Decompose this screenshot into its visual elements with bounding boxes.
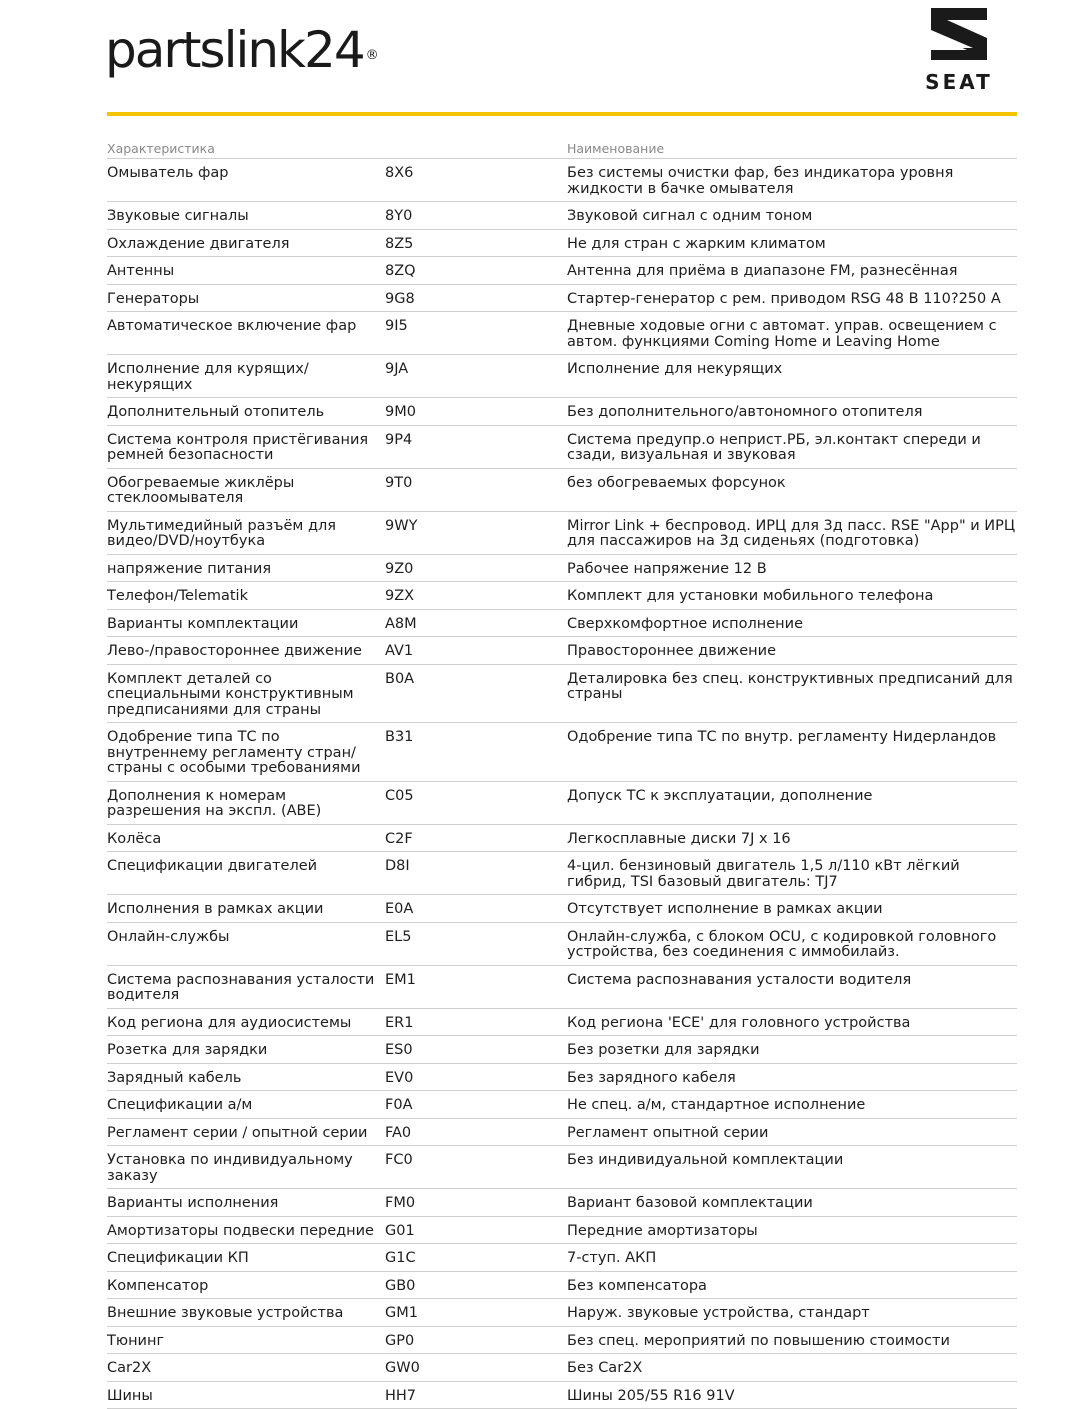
table-row (107, 895, 1017, 923)
table-row (107, 1327, 1017, 1355)
row-characteristic: Лево-/правостороннее движение (107, 644, 385, 660)
row-characteristic: Компенсатор (107, 1279, 385, 1295)
row-description: Без системы очистки фар, без индикатора уровня жидкости в бачке омывателя (567, 166, 1017, 197)
row-code: E0A (385, 902, 567, 918)
row-characteristic: Антенны (107, 264, 385, 280)
row-code: C05 (385, 789, 567, 820)
row-characteristic: Car2X (107, 1361, 385, 1377)
row-description: Система предупр.о неприст.РБ, эл.контакт спереди и сзади, визуальная и звуковая (567, 433, 1017, 464)
row-description: Система распознавания усталости водителя (567, 973, 1017, 1004)
row-characteristic: Дополнительный отопитель (107, 405, 385, 421)
row-description: Отсутствует исполнение в рамках акции (567, 902, 1017, 918)
row-code: 9Z0 (385, 562, 567, 578)
row-description: Сверхкомфортное исполнение (567, 617, 1017, 633)
table-row (107, 202, 1017, 230)
table-row (107, 312, 1017, 355)
row-description: Передние амортизаторы (567, 1224, 1017, 1240)
table-row (107, 1009, 1017, 1037)
row-description: Шины 205/55 R16 91V (567, 1389, 1017, 1405)
table-row (107, 923, 1017, 966)
row-code: GM1 (385, 1306, 567, 1322)
row-description: Антенна для приёма в диапазоне FM, разнесённая (567, 264, 1017, 280)
row-description: Код региона 'ECE' для головного устройства (567, 1016, 1017, 1032)
table-row (107, 469, 1017, 512)
row-code: 8Y0 (385, 209, 567, 225)
row-description: Регламент опытной серии (567, 1126, 1017, 1142)
table-row (107, 1382, 1017, 1409)
table-row (107, 285, 1017, 313)
row-description: Без зарядного кабеля (567, 1071, 1017, 1087)
table-body (107, 159, 1017, 1409)
table-row (107, 966, 1017, 1009)
header-divider (107, 112, 1017, 116)
row-code: B31 (385, 730, 567, 777)
row-description: 7-ступ. АКП (567, 1251, 1017, 1267)
row-description: Рабочее напряжение 12 В (567, 562, 1017, 578)
page-header (0, 0, 1089, 120)
row-code: 9P4 (385, 433, 567, 464)
row-characteristic: Шины (107, 1389, 385, 1405)
row-description: Правостороннее движение (567, 644, 1017, 660)
table-row (107, 852, 1017, 895)
row-description: Комплект для установки мобильного телефона (567, 589, 1017, 605)
row-code: 9T0 (385, 476, 567, 507)
table-row (107, 1244, 1017, 1272)
column-header-name: Наименование (567, 141, 1017, 156)
table-row (107, 426, 1017, 469)
row-description: Дневные ходовые огни с автомат. управ. освещением с автом. функциями Coming Home и Leaving Home (567, 319, 1017, 350)
table-row (107, 1146, 1017, 1189)
table-row (107, 1189, 1017, 1217)
row-code: C2F (385, 832, 567, 848)
row-description: Звуковой сигнал с одним тоном (567, 209, 1017, 225)
row-characteristic: Дополнения к номерам разрешения на экспл. (ABE) (107, 789, 385, 820)
row-characteristic: Одобрение типа ТС по внутреннему регламенту стран/страны с особыми требованиями (107, 730, 385, 777)
row-description: Без индивидуальной комплектации (567, 1153, 1017, 1184)
row-code: ES0 (385, 1043, 567, 1059)
row-characteristic: Исполнения в рамках акции (107, 902, 385, 918)
row-characteristic: Обогреваемые жиклёры стеклоомывателя (107, 476, 385, 507)
table-row (107, 582, 1017, 610)
row-code: A8M (385, 617, 567, 633)
column-header-characteristic: Характеристика (107, 141, 385, 156)
row-code: FM0 (385, 1196, 567, 1212)
row-characteristic: Спецификации двигателей (107, 859, 385, 890)
row-code: 8Z5 (385, 237, 567, 253)
row-description: Исполнение для некурящих (567, 362, 1017, 393)
logo-registered-mark: ® (366, 48, 377, 63)
row-code: GW0 (385, 1361, 567, 1377)
table-row (107, 230, 1017, 258)
row-code: B0A (385, 672, 567, 719)
row-code: G1C (385, 1251, 567, 1267)
seat-wordmark: SEAT (905, 70, 1013, 94)
row-description: без обогреваемых форсунок (567, 476, 1017, 507)
row-characteristic: Система контроля пристёгивания ремней безопасности (107, 433, 385, 464)
row-characteristic: Телефон/Telematik (107, 589, 385, 605)
row-description: Не спец. а/м, стандартное исполнение (567, 1098, 1017, 1114)
row-code: 9M0 (385, 405, 567, 421)
row-characteristic: Спецификации КП (107, 1251, 385, 1267)
row-characteristic: Комплект деталей со специальными конструктивным предписаниями для страны (107, 672, 385, 719)
row-code: 8X6 (385, 166, 567, 197)
row-characteristic: Варианты комплектации (107, 617, 385, 633)
row-characteristic: Генераторы (107, 292, 385, 308)
row-code: 9WY (385, 519, 567, 550)
row-characteristic: Амортизаторы подвески передние (107, 1224, 385, 1240)
row-code: FA0 (385, 1126, 567, 1142)
row-code: EV0 (385, 1071, 567, 1087)
table-row (107, 398, 1017, 426)
table-row (107, 512, 1017, 555)
table-row (107, 665, 1017, 724)
row-characteristic: Внешние звуковые устройства (107, 1306, 385, 1322)
row-description: Наруж. звуковые устройства, стандарт (567, 1306, 1017, 1322)
row-characteristic: Зарядный кабель (107, 1071, 385, 1087)
row-description: Без спец. мероприятий по повышению стоимости (567, 1334, 1017, 1350)
seat-emblem-icon (927, 8, 991, 64)
seat-brand-logo (905, 8, 1013, 98)
row-description: Деталировка без спец. конструктивных предписаний для страны (567, 672, 1017, 719)
table-row (107, 1299, 1017, 1327)
table-row (107, 555, 1017, 583)
table-row (107, 723, 1017, 782)
row-characteristic: Онлайн-службы (107, 930, 385, 961)
row-characteristic: Варианты исполнения (107, 1196, 385, 1212)
table-row (107, 355, 1017, 398)
table-row (107, 257, 1017, 285)
row-characteristic: Розетка для зарядки (107, 1043, 385, 1059)
row-characteristic: Тюнинг (107, 1334, 385, 1350)
row-code: EM1 (385, 973, 567, 1004)
row-description: Без розетки для зарядки (567, 1043, 1017, 1059)
row-characteristic: Код региона для аудиосистемы (107, 1016, 385, 1032)
table-row (107, 610, 1017, 638)
row-characteristic: Мультимедийный разъём для видео/DVD/ноутбука (107, 519, 385, 550)
row-description: Стартер-генератор с рем. приводом RSG 48 В 110?250 А (567, 292, 1017, 308)
row-code: D8I (385, 859, 567, 890)
table-row (107, 1064, 1017, 1092)
row-characteristic: Исполнение для курящих/некурящих (107, 362, 385, 393)
row-description: Легкосплавные диски 7J x 16 (567, 832, 1017, 848)
table-row (107, 159, 1017, 202)
row-code: GP0 (385, 1334, 567, 1350)
row-code: 8ZQ (385, 264, 567, 280)
row-code: ER1 (385, 1016, 567, 1032)
table-row (107, 1272, 1017, 1300)
table-row (107, 1036, 1017, 1064)
row-code: HH7 (385, 1389, 567, 1405)
row-description: Онлайн-служба, с блоком OCU, с кодировкой головного устройства, без соединения с иммобилайз. (567, 930, 1017, 961)
row-code: G01 (385, 1224, 567, 1240)
row-description: 4-цил. бензиновый двигатель 1,5 л/110 кВт лёгкий гибрид, TSI базовый двигатель: TJ7 (567, 859, 1017, 890)
row-characteristic: Колёса (107, 832, 385, 848)
row-characteristic: Омыватель фар (107, 166, 385, 197)
row-characteristic: Охлаждение двигателя (107, 237, 385, 253)
row-code: 9I5 (385, 319, 567, 350)
row-code: 9G8 (385, 292, 567, 308)
row-code: 9ZX (385, 589, 567, 605)
equipment-table (107, 135, 1017, 1409)
table-row (107, 1091, 1017, 1119)
row-code: FC0 (385, 1153, 567, 1184)
row-characteristic: Спецификации а/м (107, 1098, 385, 1114)
row-code: F0A (385, 1098, 567, 1114)
table-row (107, 1119, 1017, 1147)
row-code: GB0 (385, 1279, 567, 1295)
row-description: Без Car2X (567, 1361, 1017, 1377)
row-characteristic: Система распознавания усталости водителя (107, 973, 385, 1004)
row-description: Не для стран с жарким климатом (567, 237, 1017, 253)
row-description: Допуск ТС к эксплуатации, дополнение (567, 789, 1017, 820)
row-characteristic: Регламент серии / опытной серии (107, 1126, 385, 1142)
partslink24-logo[interactable] (105, 20, 377, 80)
table-row (107, 1217, 1017, 1245)
row-description: Без дополнительного/автономного отопителя (567, 405, 1017, 421)
row-description: Одобрение типа ТС по внутр. регламенту Нидерландов (567, 730, 1017, 777)
row-description: Mirror Link + беспровод. ИРЦ для 3д пасс. RSE "App" и ИРЦ для пассажиров на 3д сиденьях (подготовка) (567, 519, 1017, 550)
table-row (107, 1354, 1017, 1382)
row-description: Без компенсатора (567, 1279, 1017, 1295)
row-code: EL5 (385, 930, 567, 961)
row-characteristic: напряжение питания (107, 562, 385, 578)
row-description: Вариант базовой комплектации (567, 1196, 1017, 1212)
logo-text: partslink24 (105, 21, 364, 79)
table-header (107, 135, 1017, 159)
table-row (107, 825, 1017, 853)
table-row (107, 637, 1017, 665)
row-characteristic: Звуковые сигналы (107, 209, 385, 225)
row-characteristic: Автоматическое включение фар (107, 319, 385, 350)
row-code: AV1 (385, 644, 567, 660)
row-characteristic: Установка по индивидуальному заказу (107, 1153, 385, 1184)
table-row (107, 782, 1017, 825)
row-code: 9JA (385, 362, 567, 393)
